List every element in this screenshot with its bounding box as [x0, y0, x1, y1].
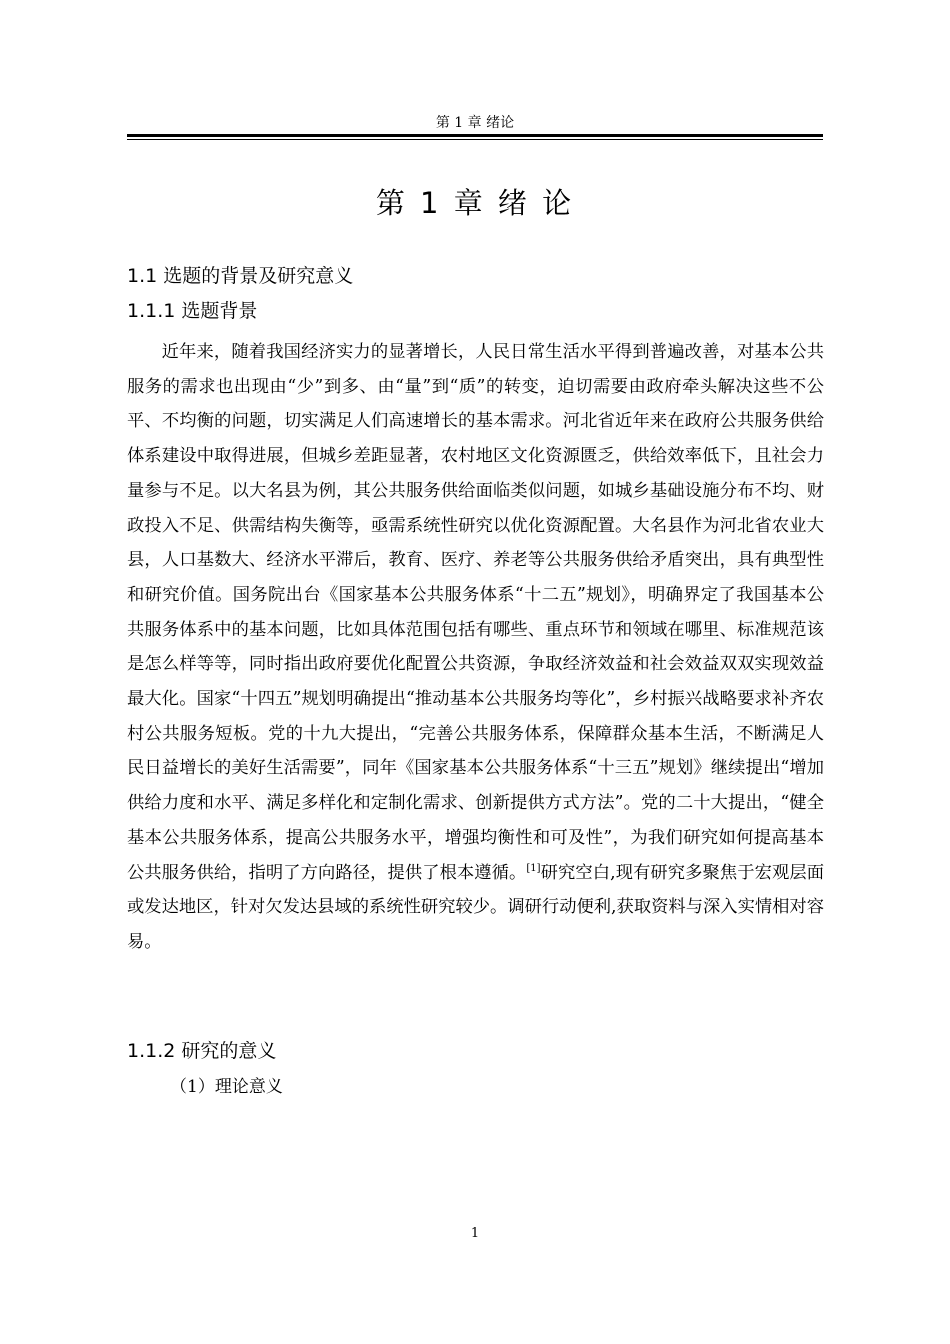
- paragraph-text-part-2: 研究空白,现有研究多聚焦于宏观层面或发达地区，针对欠发达县域的系统性研究较少。调研行动便利,获取资料与深入实情相对容易。: [127, 862, 824, 952]
- subsection-heading-1-1-2: 1.1.2 研究的意义: [127, 1040, 277, 1062]
- paragraph-text-part-1: 近年来，随着我国经济实力的显著增长，人民日常生活水平得到普遍改善，对基本公共服务的需求也出现由“少”到多、由“量”到“质”的转变，迫切需要由政府牵头解决这些不公平、不均衡的问题，切实满足人们高速增长的基本需求。河北省近年来在政府公共服务供给体系建设中取得进展，但城乡差距显著，农村地区文化资源匮乏，供给效率低下，且社会力量参与不足。以大名县为例，其公共服务供给面临类似问题，如城乡基础设施分布不均、财政投入不足、供需结构失衡等，亟需系统性研究以优化资源配置。大名县作为河北省农业大县，人口基数大、经济水平滞后，教育、医疗、养老等公共服务供给矛盾突出，具有典型性和研究价值。国务院出台《国家基本公共服务体系“十二五”规划》，明确界定了我国基本公共服务体系中的基本问题，比如具体范围包括有哪些、重点环节和领域在哪里、标准规范该是怎么样等等，同时指出政府要优化配置公共资源，争取经济效益和社会效益双双实现效益最大化。国家“十四五”规划明确提出“推动基本公共服务均等化”，乡村振兴战略要求补齐农村公共服务短板。党的十九大提出，“完善公共服务体系，保障群众基本生活，不断满足人民日益增长的美好生活需要”，同年《国家基本公共服务体系“十三五”规划》继续提出“增加供给力度和水平、满足多样化和定制化需求、创新提供方式方法”。党的二十大提出，“健全基本公共服务体系，提高公共服务水平，增强均衡性和可及性”，为我们研究如何提高基本公共服务供给，指明了方向路径，提供了根本遵循。: [127, 342, 824, 883]
- page-number: 1: [470, 1226, 480, 1241]
- header-rule-thin: [127, 139, 823, 140]
- section-heading-1-1: 1.1 选题的背景及研究意义: [127, 265, 354, 287]
- subsection-heading-1-1-1: 1.1.1 选题背景: [127, 300, 258, 322]
- running-header: 第 1 章 绪论: [435, 115, 515, 131]
- citation-marker: [1]: [526, 862, 541, 874]
- chapter-title: 第 1 章 绪 论: [375, 186, 575, 220]
- theoretical-significance-heading: （1）理论意义: [170, 1077, 283, 1097]
- background-paragraph: [127, 335, 824, 960]
- header-rule-thick: [127, 134, 823, 137]
